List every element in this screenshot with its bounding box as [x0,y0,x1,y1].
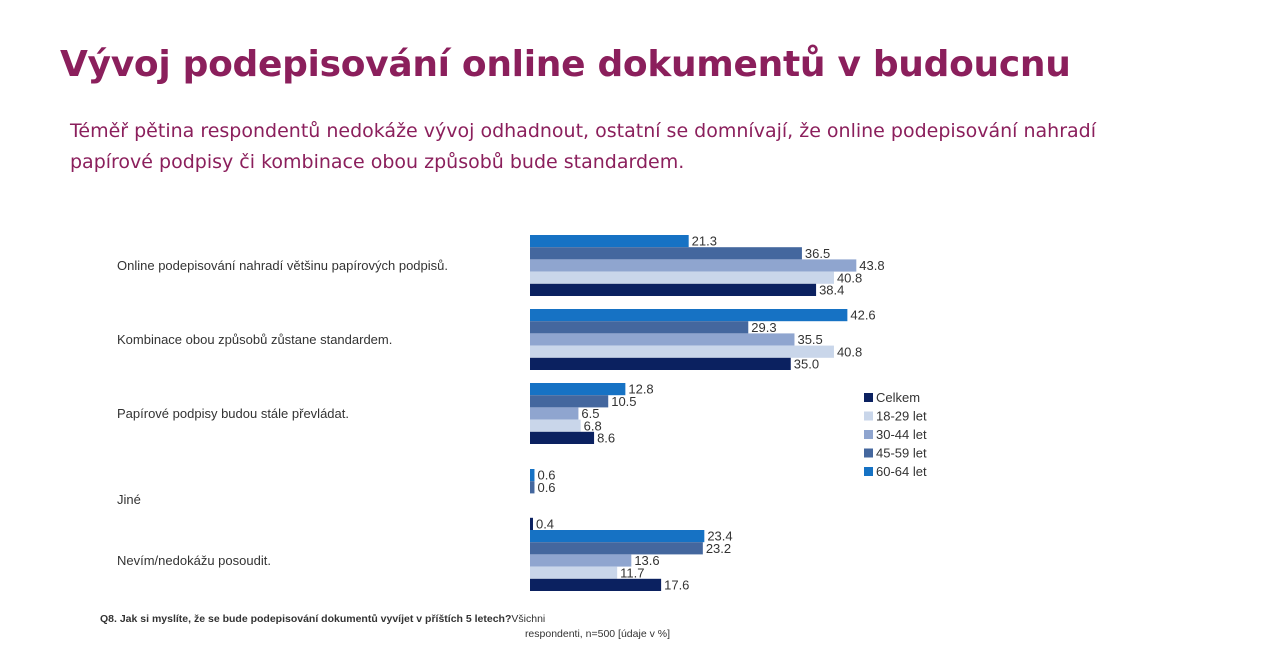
value-label-18-29-let-5: 11.7 [620,565,645,581]
value-label-celkem-1: 38.4 [819,282,845,298]
bar-celkem-3 [530,432,594,444]
value-label-18-29-let-1: 40.8 [836,270,863,286]
bar-30-44-let-2 [530,333,794,345]
value-label-60-64-let-1: 21.3 [691,233,717,249]
bar-30-44-let-3 [530,407,578,419]
value-label-30-44-let-1: 43.8 [859,258,885,274]
value-label-45-59-let-1: 36.5 [804,245,831,261]
value-label-30-44-let-3: 6.5 [581,406,600,422]
bar-60-64-let-4 [530,469,534,481]
legend-label-18-29-let: 18-29 let [876,408,927,424]
legend-swatch-celkem [864,393,873,402]
legend-label-celkem: Celkem [876,390,921,405]
bar-60-64-let-5 [530,530,704,542]
value-label-30-44-let-5: 13.6 [634,553,660,569]
value-label-30-44-let-2: 35.5 [797,332,823,348]
footnote-question: Q8. Jak si myslíte, že se bude podepisování dokumentů vyvíjet v příštích 5 letech? [100,613,512,625]
category-label-1: Online podepisování nahradí většinu papírových podpisů. [117,258,448,273]
bar-45-59-let-4 [530,481,534,493]
category-label-4: Jiné [117,492,141,507]
chart-footnote [100,612,676,642]
legend-label-45-59-let: 45-59 let [876,445,927,461]
category-labels [117,258,448,568]
value-label-45-59-let-2: 29.3 [751,319,777,335]
bar-celkem-2 [530,358,791,370]
bar-18-29-let-3 [530,420,581,432]
value-label-60-64-let-5: 23.4 [707,528,733,544]
value-label-celkem-2: 35.0 [793,356,820,372]
bar-30-44-let-5 [530,554,631,566]
bar-celkem-1 [530,284,816,296]
value-label-60-64-let-2: 42.6 [850,307,876,323]
value-label-celkem-5: 17.6 [664,577,690,593]
footnote-base-1: Všichni [511,613,546,625]
value-label-45-59-let-5: 23.2 [705,540,732,556]
value-label-45-59-let-3: 10.5 [611,393,637,409]
chart-bars [530,235,856,591]
bar-60-64-let-1 [530,235,689,247]
bar-60-64-let-2 [530,309,847,321]
bar-45-59-let-5 [530,542,703,554]
value-label-45-59-let-4: 0.6 [537,479,556,495]
bar-celkem-4 [530,518,533,530]
bar-18-29-let-1 [530,272,834,284]
bar-45-59-let-1 [530,247,802,259]
chart-legend [864,390,927,479]
legend-label-60-64-let: 60-64 let [876,464,927,479]
value-label-18-29-let-2: 40.8 [836,344,863,360]
legend-swatch-60-64-let [864,467,873,476]
page-title: Vývoj podepisování online dokumentů v budoucnu [60,44,1071,85]
category-label-3: Papírové podpisy budou stále převládat. [117,406,349,421]
value-label-celkem-3: 8.6 [597,430,616,446]
bar-45-59-let-2 [530,321,748,333]
value-label-18-29-let-3: 6.8 [583,418,602,434]
bar-18-29-let-2 [530,346,834,358]
value-label-celkem-4: 0.4 [535,516,555,532]
bar-18-29-let-5 [530,567,617,579]
bar-30-44-let-1 [530,259,856,271]
legend-swatch-45-59-let [864,449,873,458]
page-subtitle: Téměř pětina respondentů nedokáže vývoj odhadnout, ostatní se domnívají, že online podepisování nahradí papírové podpisy či kombinace obou způsobů bude standardem. [70,120,1096,173]
bar-celkem-5 [530,579,661,591]
legend-label-30-44-let: 30-44 let [876,427,927,442]
value-label-60-64-let-3: 12.8 [628,381,654,397]
footnote-base-2: respondenti, n=500 [údaje v %] [524,628,670,640]
category-label-5: Nevím/nedokážu posoudit. [117,553,271,568]
legend-swatch-30-44-let [864,430,873,439]
legend-swatch-18-29-let [864,412,873,421]
category-label-2: Kombinace obou způsobů zůstane standardem. [117,332,393,347]
value-label-60-64-let-4: 0.6 [537,467,556,483]
